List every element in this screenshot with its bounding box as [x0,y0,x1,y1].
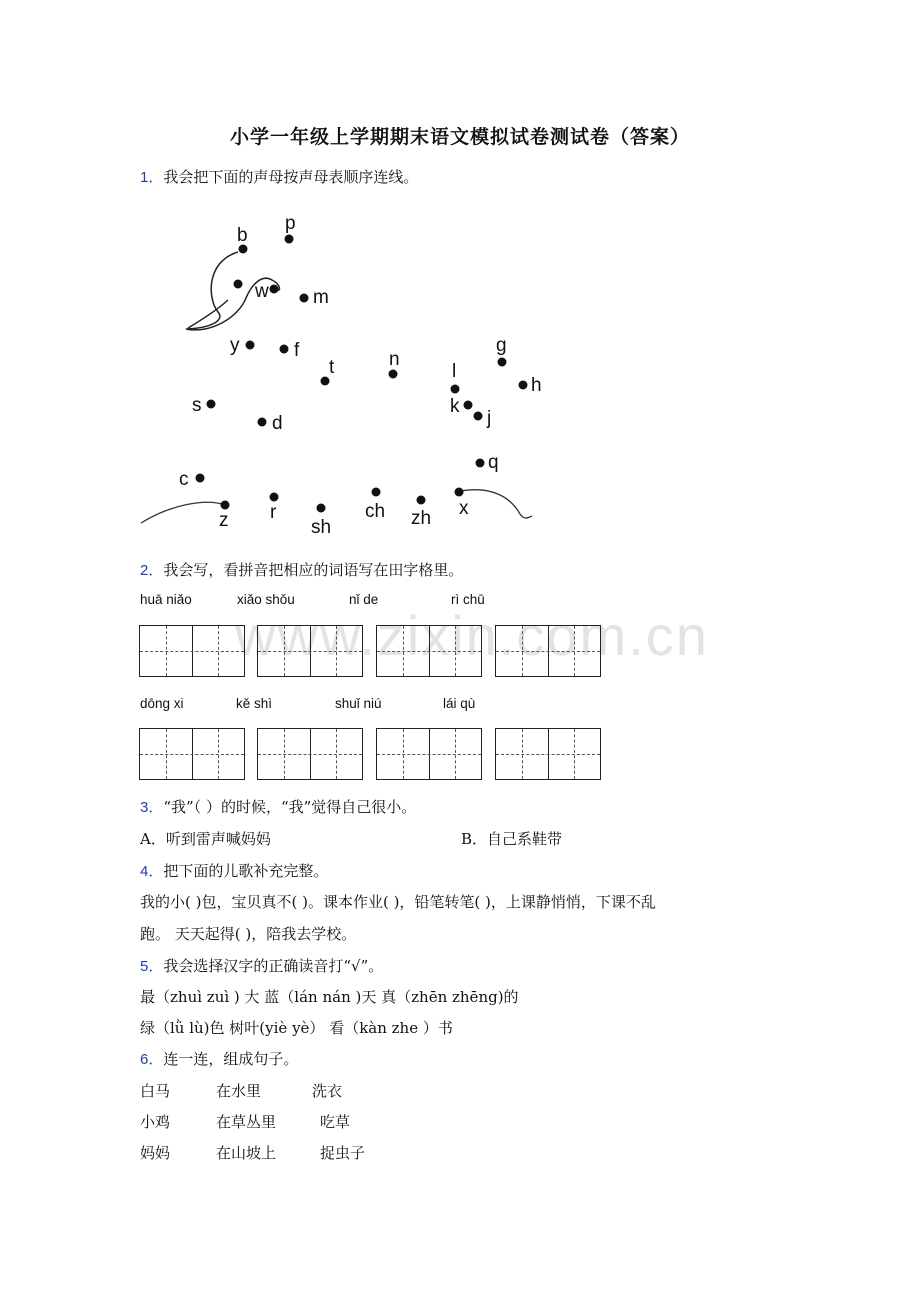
question-number: 3． [140,799,164,816]
dot-z[interactable] [221,501,230,510]
tianzige-grid[interactable] [495,728,601,780]
question-number: 1． [140,169,164,186]
option-b[interactable]: B．自己系鞋带 [461,830,563,848]
question-text: 我会选择汉字的正确读音打“√”。 [163,957,384,975]
question-text: 把下面的儿歌补充完整。 [163,862,329,880]
match-subject[interactable]: 白马 [140,1082,171,1100]
dot-r[interactable] [270,493,279,502]
letter-d: d [272,413,283,434]
match-action[interactable]: 吃草 [320,1113,351,1131]
letter-ch: ch [365,501,386,522]
dot-m[interactable] [300,294,309,303]
match-place[interactable]: 在水里 [216,1082,262,1100]
question-4 [140,860,328,881]
tianzige-grid[interactable] [376,728,482,780]
letter-p: p [285,213,296,234]
letter-h: h [531,375,542,396]
watermark: www.zixin.com.cn [235,604,709,667]
dot-l[interactable] [451,385,460,394]
dot-sh[interactable] [317,504,326,513]
pinyin-label: kě shì [236,696,273,711]
match-place[interactable]: 在草丛里 [216,1113,277,1131]
reading-choice-line-1: 最（zhuì zuì ) 大 蓝（lán nán )天 真（zhēn zhēng)的 [140,988,519,1006]
dot-j[interactable] [474,412,483,421]
letter-q: q [488,452,499,473]
letter-zh: zh [411,508,432,529]
letter-r: r [270,502,277,523]
letter-t: t [329,357,335,378]
letter-w: w [255,281,269,302]
letter-f: f [294,340,300,361]
poem-line-1: 我的小( )包，宝贝真不( )。课本作业( )，铅笔转笔( )，上课静悄悄，下课不乱 [140,893,656,911]
pinyin-label: xiǎo shǒu [237,592,295,607]
poem-line-2: 跑。 天天起得( )，陪我去学校。 [140,925,357,943]
pinyin-label: lái qù [443,696,476,711]
dot-c[interactable] [196,474,205,483]
letter-sh: sh [311,517,332,538]
question-number: 6． [140,1051,164,1068]
tianzige-grid[interactable] [495,625,601,677]
pinyin-label: nǐ de [349,592,379,607]
letter-y: y [230,335,240,356]
letter-c: c [179,469,189,490]
dot-zh[interactable] [417,496,426,505]
ground-curve-left [141,502,225,523]
letter-z: z [219,510,229,531]
dot-k[interactable] [464,401,473,410]
question-number: 2． [140,562,164,579]
match-subject[interactable]: 小鸡 [140,1113,171,1131]
page-title: 小学一年级上学期期末语文模拟试卷测试卷（答案） [229,126,690,148]
question-2 [140,559,463,580]
option-a[interactable]: A．听到雷声喊妈妈 [140,830,271,848]
question-text: “我”（ ）的时候，“我”觉得自己很小。 [163,798,417,816]
letter-x: x [459,498,469,519]
dot-f[interactable] [280,345,289,354]
reading-choice-line-2: 绿（lǜ lù)色 树叶(yiè yè） 看（kàn zhe ）书 [140,1019,453,1037]
dot-w1[interactable] [234,280,243,289]
dot-n[interactable] [389,370,398,379]
letter-j: j [487,408,492,429]
question-text: 连一连，组成句子。 [163,1050,299,1068]
pinyin-label: shuǐ niú [335,696,382,711]
tianzige-grid[interactable] [139,625,245,677]
match-place[interactable]: 在山坡上 [216,1144,277,1162]
question-3 [140,796,416,817]
question-number: 4． [140,863,164,880]
dot-q[interactable] [476,459,485,468]
dot-y[interactable] [246,341,255,350]
dot-p[interactable] [285,235,294,244]
dot-s[interactable] [207,400,216,409]
pinyin-label: dōng xi [140,696,184,711]
dot-x[interactable] [455,488,464,497]
letter-s: s [192,395,202,416]
match-action[interactable]: 捉虫子 [320,1144,366,1162]
letter-g: g [496,335,507,356]
tianzige-grid[interactable] [257,728,363,780]
tianzige-grid[interactable] [257,625,363,677]
letter-n: n [389,349,400,370]
dot-h[interactable] [519,381,528,390]
duck-outline-curve [188,300,228,328]
pinyin-label: rì chū [451,592,485,607]
dot-w2[interactable] [270,285,279,294]
letter-k: k [450,396,460,417]
tianzige-grid[interactable] [139,728,245,780]
question-6 [140,1048,298,1069]
question-text: 我会把下面的声母按声母表顺序连线。 [163,168,419,186]
dot-to-dot-picture [0,0,920,560]
question-text: 我会写，看拼音把相应的词语写在田字格里。 [163,561,464,579]
dot-ch[interactable] [372,488,381,497]
dot-d[interactable] [258,418,267,427]
ground-curve-right [460,490,532,518]
match-action[interactable]: 洗衣 [312,1082,343,1100]
match-subject[interactable]: 妈妈 [140,1144,171,1162]
letter-m: m [313,287,329,308]
tianzige-grid[interactable] [376,625,482,677]
letter-l: l [452,361,457,382]
question-5 [140,955,383,976]
pinyin-label: huā niǎo [140,592,192,607]
dot-g[interactable] [498,358,507,367]
question-number: 5． [140,958,164,975]
letter-b: b [237,225,248,246]
